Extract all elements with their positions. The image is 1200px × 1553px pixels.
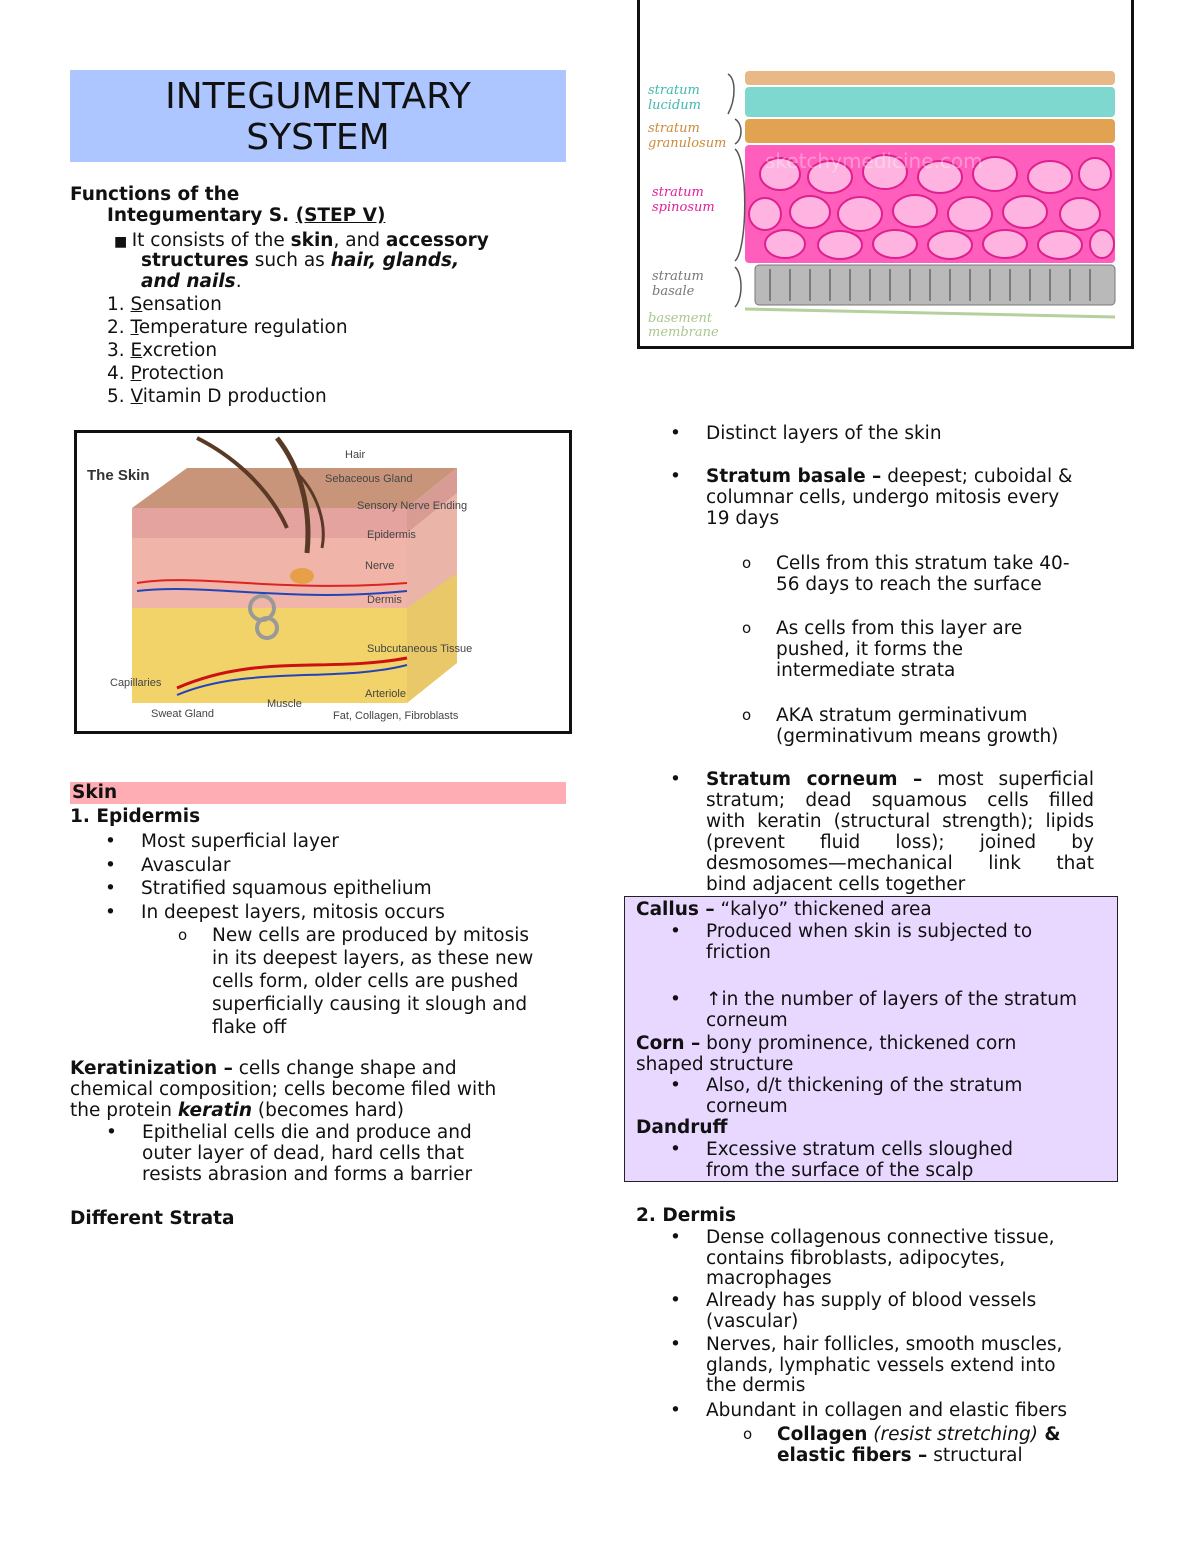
square-bullet-icon: ■ — [114, 234, 132, 250]
list-item: • In deepest layers, mitosis occurs — [141, 901, 445, 925]
label-granulosum: stratum granulosum — [648, 121, 727, 151]
list-item: • Stratified squamous epithelium — [141, 877, 445, 901]
consists-line-2: structures such as hair, glands, — [141, 250, 460, 271]
title-banner — [70, 70, 566, 162]
label-fat: Fat, Collagen, Fibroblasts — [333, 710, 459, 722]
function-item: 2. Temperature regulation — [107, 317, 348, 338]
skin-diagram — [74, 430, 572, 734]
label-basale: stratum basale — [652, 269, 704, 299]
epidermis-sublist — [212, 924, 533, 1039]
sub-item-line: cells form, older cells are pushed — [212, 971, 519, 992]
basale-sub-2: o As cells from this layer are pushed, it forms the intermediate strata — [776, 618, 1022, 681]
corn-bullet: • Also, d/t thickening of the stratum corneum — [706, 1075, 1022, 1117]
function-item: 5. Vitamin D production — [107, 386, 327, 407]
label-dermis: Dermis — [367, 594, 402, 606]
functions-list — [107, 293, 348, 408]
function-item: 4. Protection — [107, 363, 225, 384]
dandruff-bullet: • Excessive stratum cells sloughed from the surface of the scalp — [706, 1139, 1013, 1181]
dermis-bullet-2: • Already has supply of blood vessels (vascular) — [706, 1291, 1036, 1332]
sub-item-line: o New cells are produced by mitosis — [212, 924, 533, 947]
watermark: sketchymedicine.com — [765, 149, 983, 173]
consists-line-3: and nails. — [141, 271, 242, 292]
callus-def: Callus – “kalyo” thickened area — [636, 899, 932, 920]
label-muscle: Muscle — [267, 698, 302, 710]
label-sebaceous: Sebaceous Gland — [325, 473, 413, 485]
keratinization-bullet: • Epithelial cells die and produce and outer layer of dead, hard cells that resists abrasion and forms a barrier — [142, 1122, 472, 1185]
label-sensory: Sensory Nerve Ending — [357, 500, 468, 512]
label-sweat: Sweat Gland — [151, 708, 214, 720]
label-subcutaneous: Subcutaneous Tissue — [367, 643, 473, 655]
title-line-2: SYSTEM — [246, 117, 390, 158]
sub-item-line: superficially causing it slough and — [212, 994, 528, 1015]
distinct-layers-item: • Distinct layers of the skin — [706, 423, 942, 444]
keratinization-block: Keratinization – cells change shape and chemical composition; cells become filed with the protein keratin (becomes hard) — [70, 1058, 497, 1121]
corneum-block: • Stratum corneum – most superficial stratum; dead squamous cells filled with keratin (structural strength); lipids (prevent fluid loss); joined by desmosomes—mechanical link that bind adjacent cells together — [706, 769, 1094, 895]
epidermis-heading: 1. Epidermis — [70, 806, 201, 827]
dermis-bullet-4: • Abundant in collagen and elastic fibers — [706, 1400, 1067, 1421]
dermis-sub: o Collagen (resist stretching) & elastic fibers – structural — [777, 1424, 1061, 1466]
basale-sub-3: o AKA stratum germinativum (germinativum means growth) — [776, 705, 1058, 747]
dermis-bullet-3: • Nerves, hair follicles, smooth muscles, glands, lymphatic vessels extend into the dermis — [706, 1335, 1062, 1397]
strata-diagram — [637, 0, 1134, 349]
callus-bullet-1: • Produced when skin is subjected to friction — [706, 921, 1032, 963]
label-lucidum: stratum lucidum — [648, 83, 701, 113]
label-epidermis: Epidermis — [367, 529, 416, 541]
epidermis-list — [141, 830, 445, 924]
basale-block: • Stratum basale – deepest; cuboidal & columnar cells, undergo mitosis every 19 days — [706, 466, 1072, 529]
dandruff-term: Dandruff — [636, 1117, 728, 1138]
list-item: • Most superficial layer — [141, 830, 445, 854]
functions-heading-2: Integumentary S. (STEP V) — [107, 205, 386, 226]
label-nerve: Nerve — [365, 560, 395, 572]
label-hair: Hair — [345, 449, 366, 461]
list-item: • Avascular — [141, 854, 445, 878]
label-capillaries: Capillaries — [110, 677, 162, 689]
dermis-bullet-1: • Dense collagenous connective tissue, contains fibroblasts, adipocytes, macrophages — [706, 1228, 1055, 1290]
function-item: 1. Sensation — [107, 294, 222, 315]
label-membrane: basement membrane — [648, 311, 719, 340]
strata-heading: Different Strata — [70, 1208, 235, 1229]
label-arteriole: Arteriole — [365, 688, 406, 700]
functions-heading: Functions of the — [70, 184, 240, 205]
sub-item-line: in its deepest layers, as these new — [212, 948, 534, 969]
label-spinosum: stratum spinosum — [652, 185, 715, 215]
consists-line: ■ It consists of the skin, and accessory — [114, 230, 489, 251]
skin-figure-title: The Skin — [87, 467, 150, 484]
corn-def: Corn – bony prominence, thickened corn shaped structure — [636, 1033, 1017, 1075]
dermis-heading: 2. Dermis — [636, 1205, 736, 1226]
function-item: 3. Excretion — [107, 340, 218, 361]
callus-bullet-2: • ↑in the number of layers of the stratum corneum — [706, 989, 1077, 1031]
basale-sub-1: o Cells from this stratum take 40- 56 days to reach the surface — [776, 553, 1070, 595]
skin-header: Skin — [70, 782, 566, 804]
title-line-1: INTEGUMENTARY — [165, 76, 471, 117]
sub-item-line: flake off — [212, 1017, 287, 1038]
